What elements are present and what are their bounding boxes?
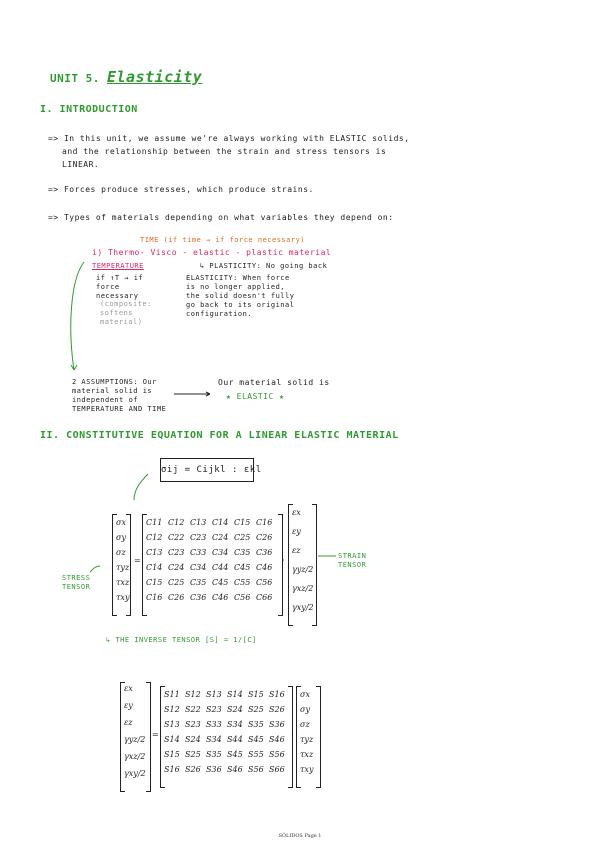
vector-entry: σy	[300, 705, 310, 714]
matrix-entry: C66	[256, 593, 273, 602]
vector-entry: τxy	[300, 765, 314, 774]
matrix-entry: C15	[234, 518, 251, 527]
matrix-entry: C25	[168, 578, 185, 587]
matrix-entry: C34	[190, 563, 207, 572]
time-label: TIME (if time → if force necessary)	[140, 236, 306, 244]
bracket-right	[316, 686, 321, 788]
matrix-entry: C13	[190, 518, 207, 527]
dot-sign: ·	[282, 556, 285, 565]
matrix-entry: S35	[206, 750, 222, 759]
vector-entry: εz	[124, 718, 133, 727]
vector-entry: τxz	[300, 750, 314, 759]
matrix-entry: S24	[227, 705, 243, 714]
matrix-entry: C22	[168, 533, 185, 542]
matrix-entry: S22	[185, 705, 201, 714]
constitutive-equation-box: σij = Cijkl : εkl	[160, 458, 254, 482]
bullet-line: and the relationship between the strain and stress tensors is	[62, 147, 387, 156]
equals-sign: =	[134, 556, 141, 565]
bullet-line: LINEAR.	[62, 160, 100, 169]
matrix-entry: S15	[248, 690, 264, 699]
unit-name: Elasticity	[106, 68, 203, 86]
bullet-line: => In this unit, we assume we're always working with ELASTIC solids,	[48, 134, 410, 143]
matrix-entry: S36	[269, 720, 285, 729]
matrix-entry: C36	[256, 548, 273, 557]
strain-vector	[292, 508, 314, 622]
matrix-entry: S33	[206, 720, 222, 729]
matrix-entry: S56	[248, 765, 264, 774]
matrix-entry: C13	[146, 548, 163, 557]
matrix-entry: S34	[227, 720, 243, 729]
matrix-entry: C34	[212, 548, 229, 557]
bullet-forces: => Forces produce stresses, which produce strains.	[48, 185, 314, 194]
matrix-entry: C56	[256, 578, 273, 587]
equals-sign: =	[152, 730, 159, 739]
matrix-entry: C45	[234, 563, 251, 572]
matrix-entry: C16	[146, 593, 163, 602]
matrix-entry: C23	[190, 533, 207, 542]
matrix-entry: S23	[206, 705, 222, 714]
matrix-entry: C36	[190, 593, 207, 602]
temperature-note: if ↑T → if force necessary	[96, 274, 144, 300]
matrix-entry: C16	[256, 518, 273, 527]
section-title-constitutive: II. CONSTITUTIVE EQUATION FOR A LINEAR ELASTIC MATERIAL	[40, 430, 399, 441]
vector-entry: γxz/2	[292, 584, 314, 593]
matrix-entry: S12	[185, 690, 201, 699]
matrix-entry: S25	[185, 750, 201, 759]
vector-entry: τyz	[300, 735, 314, 744]
vector-entry: σx	[116, 518, 126, 527]
vector-entry: σx	[300, 690, 310, 699]
matrix-entry: S23	[185, 720, 201, 729]
matrix-entry: C35	[234, 548, 251, 557]
matrix-entry: S55	[248, 750, 264, 759]
matrix-entry: S26	[185, 765, 201, 774]
elasticity-note: ELASTICITY: When force is no longer applied, the solid doesn't fully go back to its original configuration.	[186, 274, 295, 318]
vector-entry: εy	[292, 527, 301, 536]
matrix-entry: C55	[234, 578, 251, 587]
matrix-entry: C56	[234, 593, 251, 602]
matrix-entry: C12	[146, 533, 163, 542]
matrix-entry: C14	[146, 563, 163, 572]
matrix-entry: S45	[248, 735, 264, 744]
matrix-entry: S24	[185, 735, 201, 744]
plasticity-note: ↳ PLASTICITY: No going back	[200, 262, 328, 270]
vector-entry: εy	[124, 701, 133, 710]
result-note: Our material solid is	[218, 378, 330, 387]
matrix-entry: S66	[269, 765, 285, 774]
vector-entry: εz	[292, 546, 301, 555]
matrix-entry: C46	[212, 593, 229, 602]
dot-sign: ·	[291, 730, 294, 739]
vector-entry: εx	[292, 508, 301, 517]
box-arrow	[134, 474, 148, 500]
elastic-result: ★ ELASTIC ★	[226, 392, 285, 401]
matrix-entry: S44	[227, 735, 243, 744]
assumptions-note: 2 ASSUMPTIONS: Our material solid is independent of TEMPERATURE AND TIME	[72, 378, 167, 413]
stress-arrow	[90, 566, 100, 572]
strain-vector	[124, 684, 146, 786]
matrix-entry: S46	[269, 735, 285, 744]
matrix-entry: C25	[234, 533, 251, 542]
bullet-types: => Types of materials depending on what variables they depend on:	[48, 213, 394, 222]
vector-entry: γyz/2	[292, 565, 314, 574]
assumption-arrow	[71, 262, 84, 370]
matrix-entry: C12	[168, 518, 185, 527]
section-title-introduction: I. INTRODUCTION	[40, 104, 138, 115]
matrix-entry: S25	[248, 705, 264, 714]
matrix-entry: C23	[168, 548, 185, 557]
bracket-right	[146, 682, 151, 792]
vector-entry: γxy/2	[292, 603, 314, 612]
temperature-label: TEMPERATURE	[92, 262, 144, 270]
matrix-entry: S11	[164, 690, 180, 699]
vector-entry: σz	[116, 548, 126, 557]
vector-entry: τxz	[116, 578, 130, 587]
vector-entry: τxy	[116, 593, 130, 602]
page-footer: SÓLIDOS Page 1	[278, 833, 322, 839]
matrix-entry: C46	[256, 563, 273, 572]
vector-entry: εx	[124, 684, 133, 693]
vector-entry: σy	[116, 533, 126, 542]
vector-entry: γxy/2	[124, 769, 146, 778]
matrix-entry: S13	[206, 690, 222, 699]
matrix-entry: S12	[164, 705, 180, 714]
matrix-entry: S34	[206, 735, 222, 744]
matrix-entry: C44	[212, 563, 229, 572]
matrix-entry: C14	[212, 518, 229, 527]
matrix-entry: S14	[164, 735, 180, 744]
matrix-entry: C26	[168, 593, 185, 602]
matrix-entry: C35	[190, 578, 207, 587]
stress-vector	[116, 518, 129, 608]
matrix-entry: S56	[269, 750, 285, 759]
unit-label: UNIT 5.	[50, 72, 100, 85]
vector-entry: γxz/2	[124, 752, 146, 761]
stiffness-matrix	[146, 518, 278, 608]
compliance-matrix	[164, 690, 290, 780]
matrix-entry: S13	[164, 720, 180, 729]
matrix-entry: C26	[256, 533, 273, 542]
matrix-entry: C11	[146, 518, 163, 527]
stress-vector	[300, 690, 313, 780]
matrix-entry: S26	[269, 705, 285, 714]
matrix-entry: S46	[227, 765, 243, 774]
matrix-entry: S16	[269, 690, 285, 699]
matrix-entry: C24	[212, 533, 229, 542]
composite-note: (composite: softens material)	[100, 300, 152, 326]
matrix-entry: S16	[164, 765, 180, 774]
matrix-entry: S36	[206, 765, 222, 774]
matrix-entry: C24	[168, 563, 185, 572]
matrix-entry: C33	[190, 548, 207, 557]
vector-entry: γyz/2	[124, 735, 146, 744]
matrix-entry: S15	[164, 750, 180, 759]
strain-tensor-label: STRAIN TENSOR	[338, 552, 367, 569]
matrix-entry: C15	[146, 578, 163, 587]
matrix-entry: C45	[212, 578, 229, 587]
matrix-entry: S35	[248, 720, 264, 729]
bracket-right	[278, 514, 283, 616]
matrix-entry: S45	[227, 750, 243, 759]
inverse-tensor-note: ↳ THE INVERSE TENSOR [S] = 1/[C]	[106, 636, 257, 644]
matrix-entry: S14	[227, 690, 243, 699]
material-types: i) Thermo- Visco - elastic - plastic material	[92, 248, 332, 257]
vector-entry: τyz	[116, 563, 130, 572]
stress-tensor-label: STRESS TENSOR	[62, 574, 91, 591]
vector-entry: σz	[300, 720, 310, 729]
